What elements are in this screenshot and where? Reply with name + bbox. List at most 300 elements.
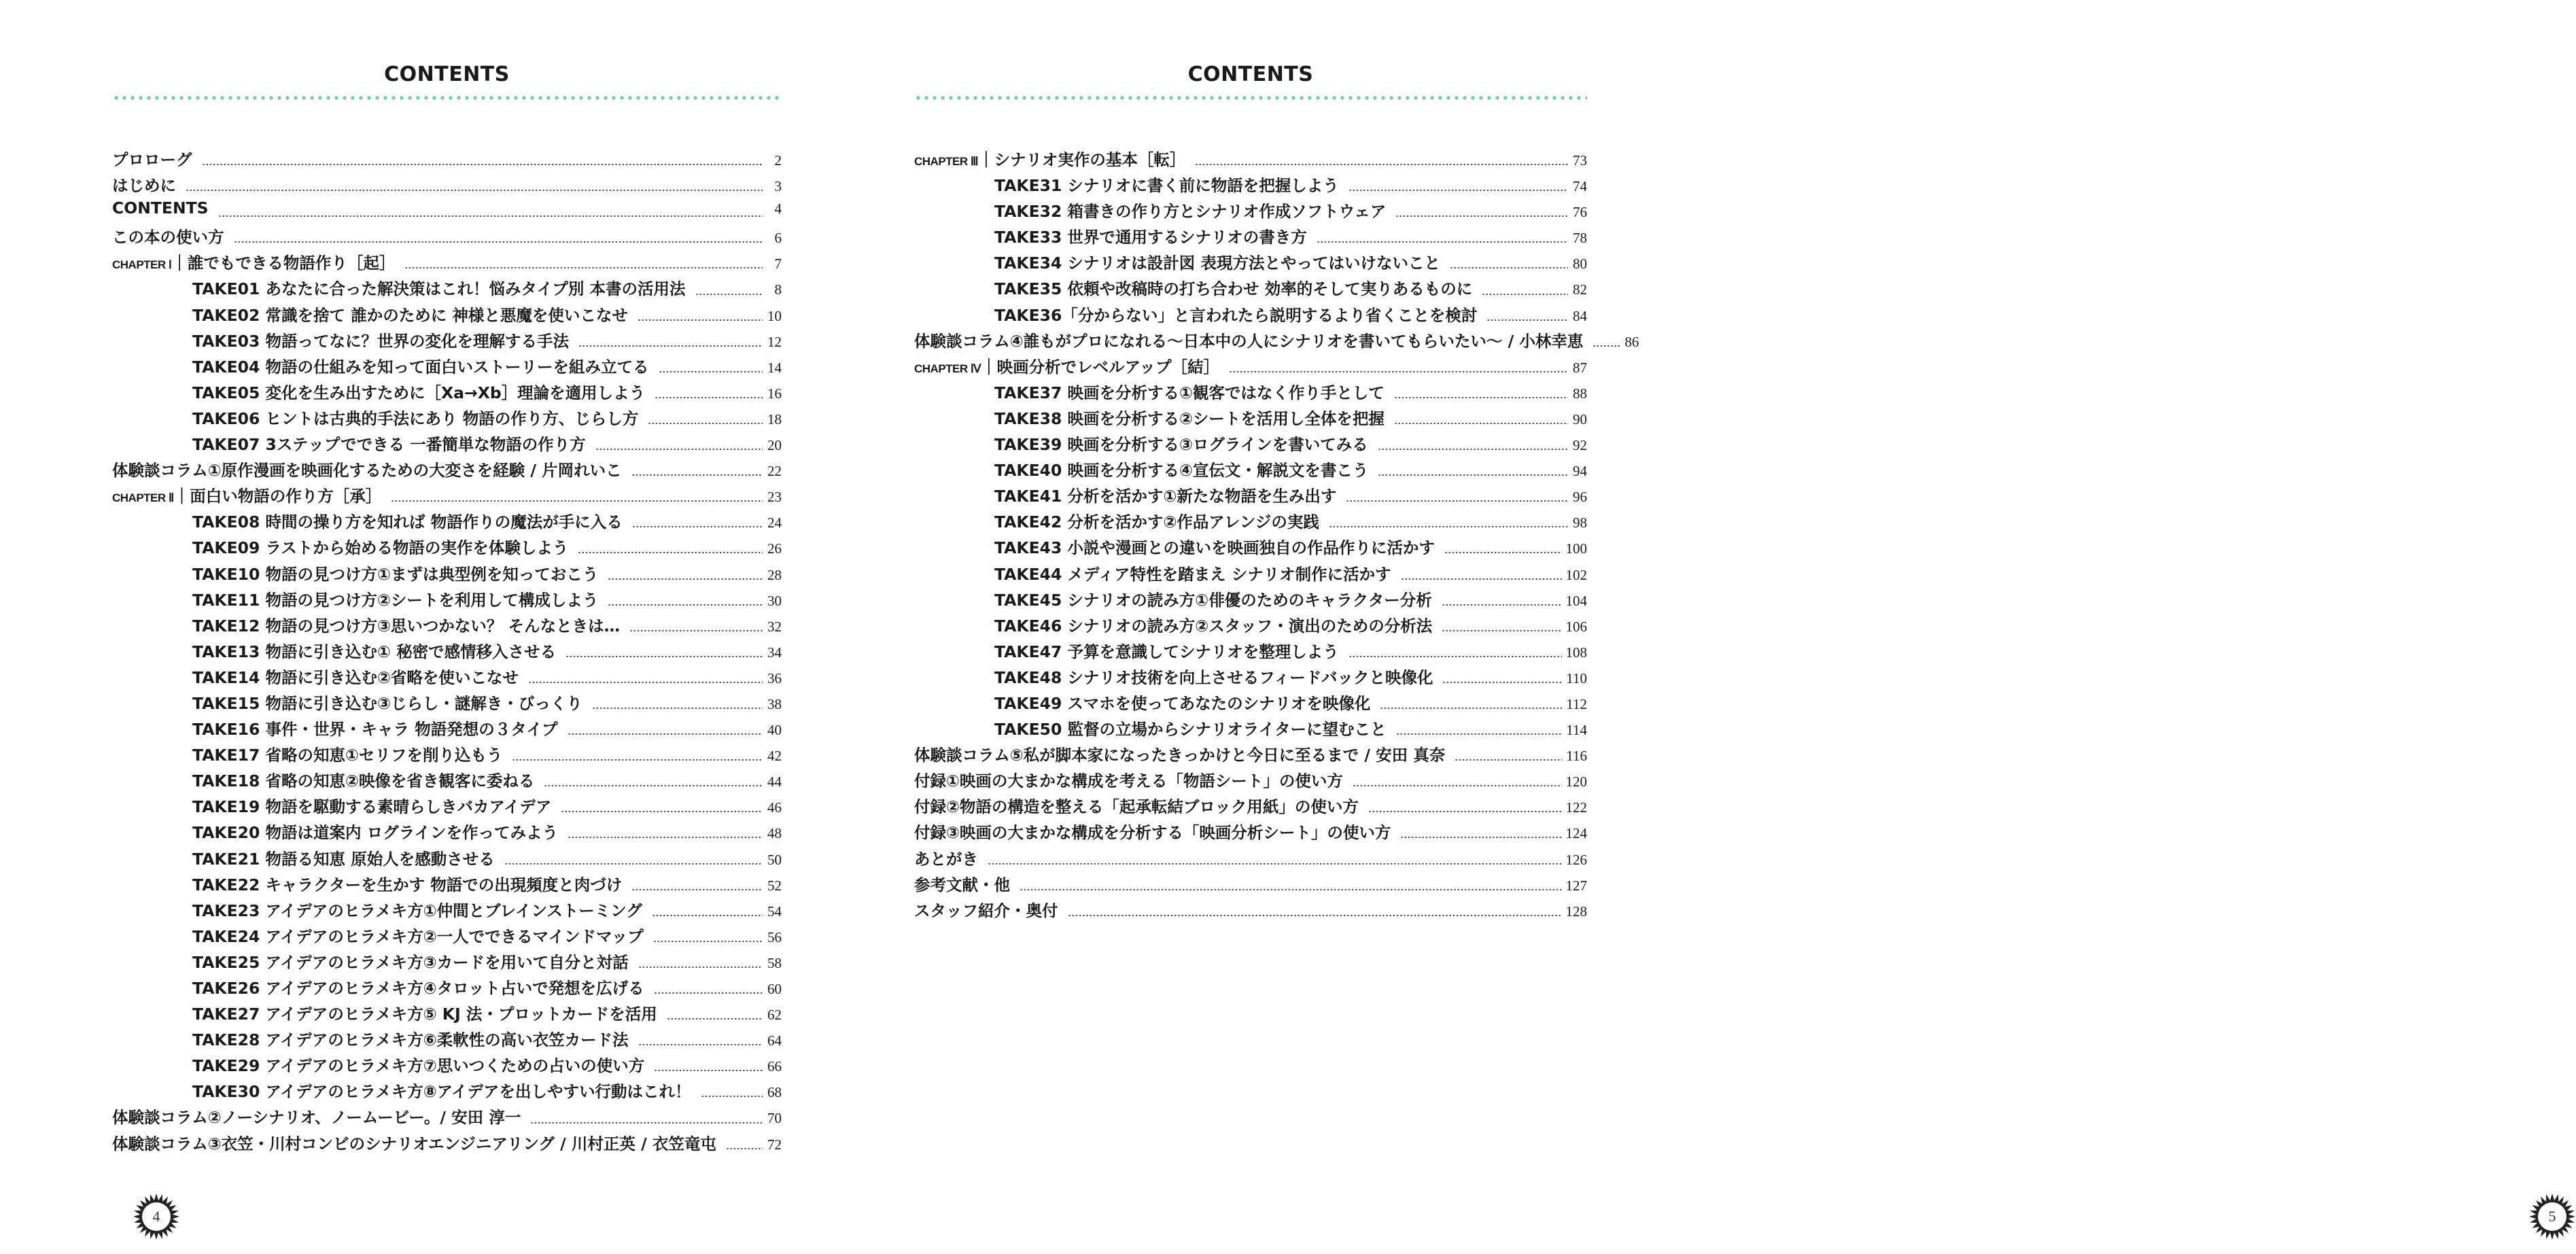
- toc-entry: [112, 587, 782, 613]
- toc-entry-title: [112, 173, 176, 196]
- toc-entry: [914, 820, 1587, 846]
- toc-entry: [914, 639, 1587, 665]
- toc-entry-title: [192, 872, 622, 895]
- toc-page-number: 98: [1573, 515, 1587, 532]
- toc-entry-title: [192, 302, 628, 326]
- entry-text: 体験談コラム⑤私が脚本家になったきっかけと今日に至るまで / 安田 真奈: [914, 746, 1446, 765]
- toc-page-number: 16: [767, 385, 782, 402]
- entry-text: TAKE07 3ステップでできる 一番簡単な物語の作り方: [192, 435, 586, 455]
- toc-page-number: 73: [1573, 152, 1587, 169]
- toc-page-number: 6: [774, 230, 782, 247]
- toc-page-number: 127: [1565, 877, 1587, 894]
- toc-page-number: 42: [767, 748, 782, 765]
- toc-entry: [914, 846, 1587, 872]
- dot-leader: [1346, 500, 1568, 502]
- toc-page-number: 3: [774, 178, 782, 195]
- toc-entry: [112, 509, 782, 535]
- toc-entry-title: [112, 483, 381, 506]
- entry-text: TAKE48 シナリオ技術を向上させるフィードバックと映像化: [994, 667, 1433, 687]
- entry-text: TAKE17 省略の知恵①セリフを削り込もう: [192, 746, 503, 765]
- toc-entry: [112, 794, 782, 820]
- toc-entry: [112, 1053, 782, 1079]
- toc-entry-title: [192, 742, 502, 765]
- dot-leader: [568, 837, 763, 838]
- toc-entry: [914, 794, 1587, 820]
- toc-entry-title: [994, 380, 1385, 403]
- dot-leader: [1486, 319, 1568, 321]
- toc-entry-title: [914, 328, 1583, 351]
- toc-page-number: 10: [767, 307, 782, 324]
- toc-entry: [112, 975, 782, 1001]
- dot-leader: [654, 1070, 763, 1071]
- toc-entry-title: [994, 716, 1387, 739]
- dot-leader: [1378, 474, 1568, 476]
- dotted-divider: [112, 95, 782, 101]
- toc-entry: [112, 898, 782, 924]
- toc-page-number: 78: [1573, 230, 1587, 247]
- dot-leader: [652, 915, 763, 916]
- dot-leader: [638, 319, 763, 321]
- dot-leader: [1450, 267, 1568, 268]
- page-number-badge: [2528, 1193, 2576, 1240]
- dot-leader: [512, 759, 763, 761]
- toc-page-number: 64: [767, 1032, 782, 1049]
- toc-page-number: 50: [767, 851, 782, 868]
- entry-text: この本の使い方: [112, 228, 224, 247]
- entry-text: TAKE40 映画を分析する④宣伝文・解説文を書こう: [994, 461, 1369, 481]
- entry-text: ｜シナリオ実作の基本［転］: [978, 150, 1186, 169]
- page-heading: CONTENTS: [1187, 63, 1314, 86]
- entry-text: TAKE09 ラストから始める物語の実作を体験しよう: [192, 538, 569, 558]
- entry-text: TAKE50 監督の立場からシナリオライターに望むこと: [994, 720, 1387, 739]
- toc-entry-title: [112, 147, 192, 170]
- toc-page-number: 100: [1565, 540, 1587, 557]
- toc-entry: [112, 276, 782, 302]
- toc-entry: [914, 224, 1587, 250]
- toc-page-number: 44: [767, 773, 782, 790]
- toc-page-number: 26: [767, 540, 782, 557]
- toc-entry: [914, 665, 1587, 691]
- toc-entry-title: [994, 561, 1391, 585]
- entry-text: TAKE12 物語の見つけ方③思いつかない？ そんなときは…: [192, 616, 621, 635]
- dot-leader: [234, 241, 763, 243]
- toc-entry: [112, 924, 782, 950]
- toc-entry-title: [112, 457, 622, 481]
- toc-entry: [914, 535, 1587, 561]
- toc-entry: [112, 1104, 782, 1130]
- toc-entry-title: [192, 846, 495, 869]
- toc-entry-title: [192, 613, 620, 636]
- entry-text: ｜誰でもできる物語作り［起］: [171, 254, 396, 273]
- dot-leader: [1394, 397, 1568, 398]
- toc-entry-title: [914, 742, 1445, 765]
- dot-leader: [608, 578, 763, 580]
- toc-page-number: 128: [1565, 903, 1587, 920]
- dot-leader: [1348, 656, 1562, 657]
- toc-entry: [112, 198, 782, 224]
- dot-leader: [655, 397, 763, 398]
- entry-text: TAKE34 シナリオは設計図 表現方法とやってはいけないこと: [994, 254, 1440, 273]
- entry-text: TAKE13 物語に引き込む① 秘密で感情移入させる: [192, 642, 557, 661]
- toc-entry: [112, 147, 782, 173]
- toc-entry: [112, 1001, 782, 1027]
- toc-page-number: 80: [1573, 256, 1587, 273]
- dot-leader: [695, 294, 763, 295]
- dot-leader: [1329, 526, 1568, 527]
- entry-text: TAKE30 アイデアのヒラメキ方⑧アイデアを出しやすい行動はこれ！: [192, 1082, 691, 1102]
- toc-page-number: 54: [767, 903, 782, 920]
- dot-leader: [1380, 708, 1562, 709]
- toc-page-number: 70: [767, 1110, 782, 1127]
- toc-entry: [112, 820, 782, 846]
- toc-page-number: 28: [767, 566, 782, 583]
- page-number-badge: [133, 1193, 180, 1240]
- entry-text: TAKE18 省略の知恵②映像を省き観客に委ねる: [192, 771, 535, 791]
- entry-text: TAKE41 分析を活かす①新たな物語を生み出す: [994, 487, 1337, 506]
- toc-entry-title: [994, 302, 1477, 326]
- entry-text: TAKE19 物語を駆動する素晴らしきバカアイデア: [192, 797, 552, 817]
- toc-entry: [112, 872, 782, 898]
- toc-entry-title: [192, 587, 598, 610]
- toc-entry-title: [914, 872, 1010, 895]
- toc-entry: [914, 198, 1587, 224]
- toc-entry-title: [994, 535, 1435, 558]
- dot-leader: [653, 941, 763, 942]
- entry-text: 付録②物語の構造を整える「起承転結ブロック用紙」の使い方: [914, 797, 1359, 817]
- entry-text: ｜映画分析でレベルアップ［結］: [981, 357, 1219, 377]
- toc-entry: [112, 561, 782, 587]
- toc-page-number: 106: [1565, 618, 1587, 635]
- toc-entry: [112, 354, 782, 380]
- toc-page-number: 108: [1565, 644, 1587, 661]
- dot-leader: [568, 733, 763, 735]
- dot-leader: [638, 1044, 763, 1045]
- entry-text: TAKE31 シナリオに書く前に物語を把握しよう: [994, 176, 1339, 196]
- toc-entry: [112, 173, 782, 198]
- toc-entry-title: [192, 1053, 644, 1076]
- dot-leader: [1395, 215, 1568, 217]
- toc-entry: [914, 716, 1587, 742]
- entry-text: あとがき: [914, 849, 978, 869]
- toc-entry-title: [112, 1104, 521, 1128]
- toc-entry-title: [112, 250, 395, 273]
- toc-entry: [112, 768, 782, 794]
- entry-text: TAKE32 箱書きの作り方とシナリオ作成ソフトウェア: [994, 202, 1387, 222]
- toc-page-number: 14: [767, 359, 782, 376]
- toc-page-number: 8: [774, 281, 782, 298]
- chapter-label: CHAPTER Ⅲ: [914, 155, 979, 168]
- toc-chapter-entry: [112, 483, 782, 509]
- toc-entry-title: [192, 1079, 691, 1102]
- toc-entry: [914, 276, 1587, 302]
- toc-page-number: 48: [767, 825, 782, 842]
- dot-leader: [667, 1018, 763, 1020]
- dot-leader: [1317, 241, 1568, 243]
- entry-text: TAKE45 シナリオの読み方①俳優のためのキャラクター分析: [994, 590, 1432, 610]
- toc-page-number: 38: [767, 695, 782, 712]
- entry-text: 付録①映画の大まかな構成を考える「物語シート」の使い方: [914, 771, 1343, 791]
- toc-entry-title: [192, 820, 558, 843]
- toc-entry-title: [192, 328, 569, 351]
- entry-text: ｜面白い物語の作り方［承］: [173, 487, 382, 506]
- toc-page-number: 40: [767, 722, 782, 739]
- toc-entry: [112, 639, 782, 665]
- toc-chapter-entry: [112, 250, 782, 276]
- toc-page-number: 30: [767, 592, 782, 609]
- entry-text: スタッフ紹介・奥付: [914, 901, 1058, 920]
- entry-text: TAKE02 常識を捨て 誰かのために 神様と悪魔を使いこなせ: [192, 305, 628, 325]
- toc-page-number: 72: [767, 1136, 782, 1153]
- entry-text: 体験談コラム③衣笠・川村コンビのシナリオエンジニアリング / 川村正英 / 衣笠竜屯: [112, 1134, 716, 1153]
- entry-text: TAKE38 映画を分析する②シートを活用し全体を把握: [994, 408, 1385, 428]
- toc-entry-title: [192, 276, 686, 299]
- toc-page-number: 74: [1573, 178, 1587, 195]
- toc-entry: [112, 716, 782, 742]
- toc-entry: [914, 587, 1587, 613]
- entry-text: TAKE44 メディア特性を踏まえ シナリオ制作に活かす: [994, 564, 1391, 584]
- entry-text: TAKE21 物語る知恵 原始人を感動させる: [192, 849, 495, 869]
- toc-entry-title: [994, 613, 1432, 636]
- dot-leader: [1442, 604, 1562, 606]
- entry-text: TAKE08 時間の操り方を知れば 物語作りの魔法が手に入る: [192, 512, 623, 532]
- dot-leader: [404, 267, 763, 268]
- right-page: [914, 0, 2556, 1254]
- toc-entry-title: [112, 1131, 716, 1154]
- entry-text: TAKE22 キャラクターを生かす 物語での出現頻度と肉づけ: [192, 875, 623, 894]
- toc-entry-title: [994, 173, 1339, 196]
- dot-leader: [1348, 190, 1568, 191]
- toc-entry: [112, 457, 782, 483]
- toc-list: [914, 147, 1639, 924]
- toc-entry-title: [994, 483, 1336, 506]
- toc-entry-title: [192, 1001, 657, 1024]
- toc-entry: [914, 872, 1587, 898]
- entry-text: 体験談コラム①原作漫画を映画化するための大変さを経験 / 片岡れいこ: [112, 461, 622, 481]
- page-number: 5: [2548, 1208, 2556, 1225]
- dot-leader: [186, 190, 763, 191]
- toc-entry-title: [914, 794, 1359, 817]
- entry-text: TAKE47 予算を意識してシナリオを整理しよう: [994, 642, 1339, 661]
- toc-entry-title: [192, 639, 556, 662]
- toc-entry-title: [192, 561, 598, 585]
- toc-entry-title: [994, 509, 1319, 532]
- toc-entry: [112, 742, 782, 768]
- toc-entry: [914, 509, 1587, 535]
- entry-text: 体験談コラム④誰もがプロになれる〜日本中の人にシナリオを書いてもらいたい〜 / 小林幸恵: [914, 331, 1584, 351]
- toc-list: [112, 147, 782, 1157]
- entry-text: TAKE23 アイデアのヒラメキ方①仲間とブレインストーミング: [192, 901, 642, 920]
- toc-entry: [112, 846, 782, 872]
- toc-entry-title: [192, 535, 568, 558]
- dot-leader: [988, 863, 1562, 865]
- entry-text: TAKE36「分からない」と言われたら説明するより省くことを検討: [994, 305, 1478, 325]
- dot-leader: [654, 992, 763, 994]
- toc-page-number: 60: [767, 981, 782, 997]
- entry-text: TAKE16 事件・世界・キャラ 物語発想の３タイプ: [192, 720, 558, 739]
- toc-page-number: 114: [1566, 722, 1587, 739]
- toc-entry: [914, 432, 1587, 457]
- toc-page-number: 23: [767, 489, 782, 506]
- toc-page-number: 36: [767, 669, 782, 686]
- toc-chapter-entry: [914, 147, 1587, 173]
- toc-page-number: 66: [767, 1058, 782, 1075]
- toc-entry: [112, 328, 782, 354]
- dot-leader: [1442, 630, 1561, 631]
- toc-entry: [914, 483, 1587, 509]
- toc-page-number: 116: [1566, 748, 1587, 765]
- dot-leader: [701, 1096, 763, 1097]
- toc-entry-title: [914, 768, 1343, 791]
- entry-text: CONTENTS: [112, 198, 209, 218]
- toc-entry-title: [914, 846, 978, 869]
- toc-entry: [112, 535, 782, 561]
- toc-page-number: 18: [767, 411, 782, 428]
- toc-entry-title: [192, 665, 519, 688]
- entry-text: TAKE05 変化を生み出すために［Xa→Xb］理論を適用しよう: [192, 383, 646, 402]
- toc-entry: [112, 406, 782, 432]
- entry-text: TAKE26 アイデアのヒラメキ方④タロット占いで発想を広げる: [192, 979, 644, 998]
- entry-text: TAKE42 分析を活かす②作品アレンジの実践: [994, 512, 1319, 532]
- dot-leader: [561, 811, 763, 812]
- dot-leader: [1401, 578, 1562, 580]
- dot-leader: [504, 863, 763, 865]
- dot-leader: [638, 966, 763, 968]
- dot-leader: [202, 164, 763, 165]
- toc-page-number: 22: [767, 463, 782, 480]
- toc-entry: [914, 250, 1587, 276]
- entry-text: TAKE39 映画を分析する③ログラインを書いてみる: [994, 435, 1368, 455]
- toc-page-number: 34: [767, 644, 782, 661]
- toc-entry-title: [994, 587, 1432, 610]
- toc-chapter-entry: [914, 354, 1587, 380]
- entry-text: TAKE03 物語ってなに？世界の変化を理解する手法: [192, 331, 570, 351]
- toc-entry-title: [192, 691, 582, 714]
- toc-page-number: 104: [1565, 592, 1587, 609]
- dot-leader: [528, 682, 763, 683]
- toc-entry-title: [192, 406, 638, 429]
- entry-text: TAKE35 依頼や改稿時の打ち合わせ 効率的そして実りあるものに: [994, 279, 1473, 299]
- entry-text: TAKE43 小説や漫画との違いを映画独自の作品作りに活かす: [994, 538, 1435, 558]
- entry-text: TAKE27 アイデアのヒラメキ方⑤ KJ 法・プロットカードを活用: [192, 1005, 657, 1024]
- toc-entry: [914, 768, 1587, 794]
- toc-entry-title: [994, 457, 1368, 481]
- toc-page-number: 122: [1565, 799, 1587, 816]
- toc-entry: [914, 561, 1587, 587]
- toc-entry: [112, 665, 782, 691]
- dot-leader: [1353, 785, 1562, 786]
- entry-text: TAKE29 アイデアのヒラメキ方⑦思いつくための占いの使い方: [192, 1056, 645, 1076]
- toc-page-number: 7: [774, 256, 782, 273]
- toc-entry: [112, 950, 782, 975]
- dot-leader: [631, 474, 763, 476]
- toc-entry-title: [112, 224, 224, 247]
- toc-page-number: 96: [1573, 489, 1587, 506]
- page-number: 4: [152, 1208, 160, 1225]
- toc-page-number: 124: [1565, 825, 1587, 842]
- dot-leader: [391, 500, 763, 502]
- toc-entry-title: [192, 794, 551, 817]
- entry-text: TAKE01 あなたに合った解決策はこれ！悩みタイプ別 本書の活用法: [192, 279, 686, 299]
- toc-page-number: 94: [1573, 463, 1587, 480]
- toc-page-number: 2: [774, 152, 782, 169]
- dotted-divider: [914, 95, 1587, 101]
- toc-entry-title: [192, 432, 586, 455]
- dot-leader: [1378, 449, 1568, 450]
- toc-entry: [914, 328, 1639, 354]
- toc-page-number: 62: [767, 1007, 782, 1024]
- toc-entry: [112, 1027, 782, 1053]
- entry-text: TAKE37 映画を分析する①観客ではなく作り手として: [994, 383, 1385, 402]
- toc-page-number: 126: [1565, 851, 1587, 868]
- toc-page-number: 4: [774, 201, 782, 217]
- toc-entry: [112, 1079, 782, 1104]
- entry-text: TAKE49 スマホを使ってあなたのシナリオを映像化: [994, 693, 1371, 713]
- entry-text: TAKE06 ヒントは古典的手法にあり 物語の作り方、じらし方: [192, 408, 639, 428]
- toc-entry: [112, 432, 782, 457]
- toc-entry: [112, 302, 782, 328]
- entry-text: TAKE25 アイデアのヒラメキ方③カードを用いて自分と対話: [192, 952, 629, 972]
- dot-leader: [1444, 552, 1561, 553]
- toc-entry: [112, 224, 782, 250]
- toc-page-number: 110: [1566, 669, 1587, 686]
- entry-text: TAKE28 アイデアのヒラメキ方⑥柔軟性の高い衣笠カード法: [192, 1030, 629, 1050]
- dot-leader: [1396, 733, 1563, 735]
- entry-text: TAKE20 物語は道案内 ログラインを作ってみよう: [192, 823, 559, 843]
- toc-entry-title: [914, 147, 1185, 170]
- dot-leader: [1020, 889, 1562, 890]
- toc-entry: [914, 173, 1587, 198]
- toc-entry: [112, 691, 782, 716]
- chapter-label: CHAPTER Ⅱ: [112, 491, 174, 505]
- dot-leader: [544, 785, 763, 786]
- toc-entry: [914, 380, 1587, 406]
- toc-page-number: 88: [1573, 385, 1587, 402]
- toc-page-number: 87: [1573, 359, 1587, 376]
- toc-page-number: 24: [767, 515, 782, 532]
- toc-entry-title: [994, 665, 1433, 688]
- dot-leader: [578, 345, 763, 347]
- toc-entry-title: [994, 224, 1307, 247]
- dot-leader: [659, 371, 763, 372]
- dot-leader: [1195, 164, 1568, 165]
- dot-leader: [1442, 682, 1562, 683]
- toc-entry: [914, 742, 1587, 768]
- toc-entry-title: [192, 1027, 629, 1050]
- entry-text: プロローグ: [112, 150, 192, 169]
- entry-text: TAKE11 物語の見つけ方②シートを利用して構成しよう: [192, 590, 599, 610]
- entry-text: TAKE14 物語に引き込む②省略を使いこなせ: [192, 667, 519, 687]
- toc-entry: [914, 691, 1587, 716]
- toc-entry: [914, 613, 1587, 639]
- toc-page-number: 56: [767, 928, 782, 945]
- toc-page-number: 92: [1573, 437, 1587, 454]
- entry-text: TAKE46 シナリオの読み方②スタッフ・演出のための分析法: [994, 616, 1433, 635]
- toc-entry-title: [112, 198, 209, 217]
- toc-entry-title: [994, 691, 1370, 714]
- toc-entry-title: [192, 950, 629, 973]
- toc-entry: [914, 457, 1587, 483]
- toc-page-number: 90: [1573, 411, 1587, 428]
- toc-entry-title: [994, 250, 1440, 273]
- entry-text: はじめに: [112, 176, 176, 196]
- entry-text: TAKE33 世界で通用するシナリオの書き方: [994, 228, 1307, 247]
- dot-leader: [1229, 371, 1568, 372]
- toc-entry-title: [994, 276, 1472, 299]
- dot-leader: [1400, 837, 1561, 838]
- toc-entry: [112, 380, 782, 406]
- dot-leader: [629, 630, 763, 631]
- dot-leader: [648, 423, 763, 424]
